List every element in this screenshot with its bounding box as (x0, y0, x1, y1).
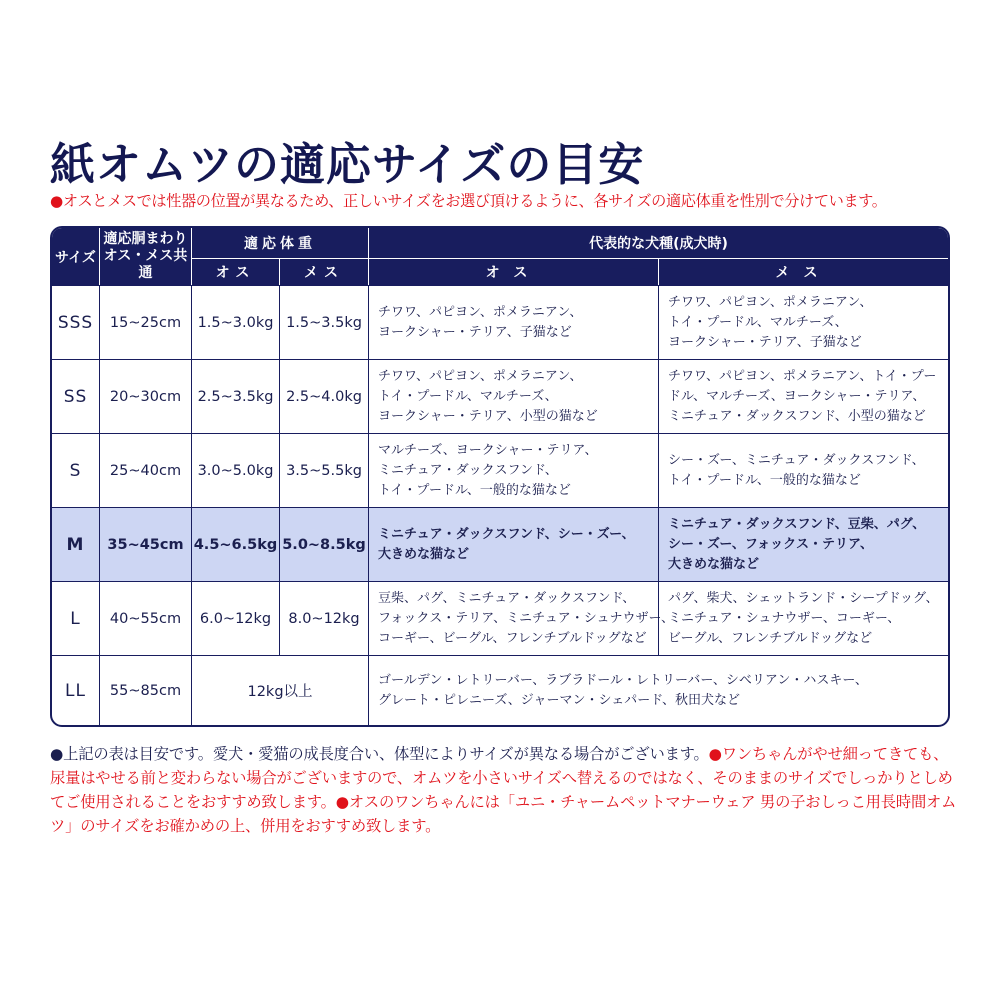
girth-cell: 55~85cm (99, 655, 191, 725)
breed-line: ヨークシャー・テリア、小型の猫など (378, 408, 598, 424)
female-weight-header: メス (279, 258, 368, 285)
footnote (50, 742, 962, 838)
breed-line: ヨークシャー・テリア、子猫など (668, 334, 862, 350)
female-breeds-cell (658, 581, 948, 655)
female-breeds-cell (658, 507, 948, 581)
breed-line: ビーグル、フレンチブルドッグなど (668, 630, 873, 646)
female-breeds-cell (658, 359, 948, 433)
size-cell: SSS (52, 285, 99, 359)
breed-line: 豆柴、パグ、ミニチュア・ダックスフンド、 (378, 590, 636, 606)
weight-cell: 12kg以上 (191, 655, 368, 725)
girth-cell: 40~55cm (99, 581, 191, 655)
breed-line: チワワ、パピヨン、ポメラニアン、トイ・プー (668, 368, 937, 384)
female-weight-cell: 8.0~12kg (279, 581, 368, 655)
breed-line: ゴールデン・レトリーバー、ラブラドール・レトリーバー、シベリアン・ハスキー、 (378, 672, 868, 688)
breed-line: ミニチュア・ダックスフンド、シー・ズー、 (378, 526, 635, 542)
male-breeds-header: オス (368, 258, 658, 285)
breed-line: グレート・ピレニーズ、ジャーマン・シェパード、秋田犬など (378, 692, 741, 708)
size-cell: LL (52, 655, 99, 725)
girth-cell: 20~30cm (99, 359, 191, 433)
breed-line: ヨークシャー・テリア、子猫など (378, 324, 572, 340)
male-breeds-cell (368, 581, 675, 655)
breed-line: シー・ズー、ミニチュア・ダックスフンド、 (668, 452, 925, 468)
female-weight-cell: 5.0~8.5kg (279, 507, 368, 581)
breed-line: ドル、マルチーズ、ヨークシャー・テリア、 (668, 388, 926, 404)
table-row-sss (52, 285, 948, 359)
girth-header (99, 228, 191, 285)
breed-line: ミニチュア・ダックスフンド、小型の猫など (668, 408, 926, 424)
female-breeds-cell (658, 285, 948, 359)
male-weight-cell: 3.0~5.0kg (191, 433, 279, 507)
breeds-header: 代表的な犬種(成犬時) (368, 228, 948, 258)
breed-line: コーギー、ビーグル、フレンチブルドッグなど (378, 630, 647, 646)
female-breeds-cell (658, 433, 948, 507)
size-cell: S (52, 433, 99, 507)
breed-line: チワワ、パピヨン、ポメラニアン、 (668, 294, 873, 310)
size-cell: SS (52, 359, 99, 433)
breed-line: マルチーズ、ヨークシャー・テリア、 (378, 442, 598, 458)
female-weight-cell: 3.5~5.5kg (279, 433, 368, 507)
male-weight-cell: 2.5~3.5kg (191, 359, 279, 433)
breed-line: トイ・プードル、マルチーズ、 (378, 388, 558, 404)
table-row-l (52, 581, 948, 655)
male-weight-cell: 6.0~12kg (191, 581, 279, 655)
breed-line: トイ・プードル、マルチーズ、 (668, 314, 848, 330)
breed-line: 大きめな猫など (378, 546, 470, 562)
breed-line: ミニチュア・シュナウザー、コーギー、 (668, 610, 901, 626)
male-breeds-cell (368, 285, 658, 359)
breed-line: フォックス・テリア、ミニチュア・シュナウザー、 (378, 610, 675, 626)
male-breeds-cell (368, 359, 658, 433)
footnote-part1: ●上記の表は目安です。愛犬・愛猫の成長度合い、体型によりサイズが異なる場合がございます。 (50, 745, 709, 763)
female-weight-cell: 2.5~4.0kg (279, 359, 368, 433)
male-breeds-cell (368, 507, 658, 581)
male-breeds-cell (368, 433, 658, 507)
girth-cell: 25~40cm (99, 433, 191, 507)
table-row-s (52, 433, 948, 507)
girth-cell: 35~45cm (99, 507, 191, 581)
breed-line: パグ、柴犬、シェットランド・シープドッグ、 (668, 590, 939, 606)
girth-cell: 15~25cm (99, 285, 191, 359)
size-cell: L (52, 581, 99, 655)
table-row-ll (52, 655, 948, 725)
breed-line: チワワ、パピヨン、ポメラニアン、 (378, 304, 583, 320)
footnote-part2: ●ワンちゃんがやせ細ってきても、尿量はやせる前と変わらない場合がございますので、オムツを小さいサイズへ替えるのではなく、そのままのサイズでしっかりとしめてご使用されることをおすすめ致します。 (50, 745, 953, 811)
breed-line: ミニチュア・ダックスフンド、豆柴、パグ、 (668, 516, 926, 532)
female-weight-cell: 1.5~3.5kg (279, 285, 368, 359)
size-header: サイズ (52, 228, 99, 285)
size-table (50, 226, 950, 727)
table-body (52, 285, 948, 725)
size-cell: M (52, 507, 99, 581)
breed-line: チワワ、パピヨン、ポメラニアン、 (378, 368, 583, 384)
breed-line: ミニチュア・ダックスフンド、 (378, 462, 558, 478)
female-breeds-header: メス (658, 258, 948, 285)
page-title: 紙オムツの適応サイズの目安 (50, 138, 645, 191)
breed-line: 大きめな猫など (668, 556, 760, 572)
table-row-m (52, 507, 948, 581)
male-weight-header: オス (191, 258, 279, 285)
male-weight-cell: 4.5~6.5kg (191, 507, 279, 581)
weight-header: 適応体重 (191, 228, 368, 258)
breeds-cell (368, 655, 948, 725)
footnote-part3: ●オスのワンちゃんには「ユニ・チャームペットマナーウェア 男の子おしっこ用長時間オムツ」のサイズをお確かめの上、併用をおすすめ致します。 (50, 793, 957, 835)
girth-header-line2: オス・メス共通 (103, 248, 188, 281)
male-weight-cell: 1.5~3.0kg (191, 285, 279, 359)
breed-line: シー・ズー、フォックス・テリア、 (668, 536, 874, 552)
notice-text: ●オスとメスでは性器の位置が異なるため、正しいサイズをお選び頂けるように、各サイズの適応体重を性別で分けています。 (50, 192, 887, 210)
table-header-row (52, 228, 948, 258)
breed-line: トイ・プードル、一般的な猫など (378, 482, 571, 498)
girth-header-line1: 適応胴まわり (103, 231, 188, 247)
table-row-ss (52, 359, 948, 433)
breed-line: トイ・プードル、一般的な猫など (668, 472, 861, 488)
